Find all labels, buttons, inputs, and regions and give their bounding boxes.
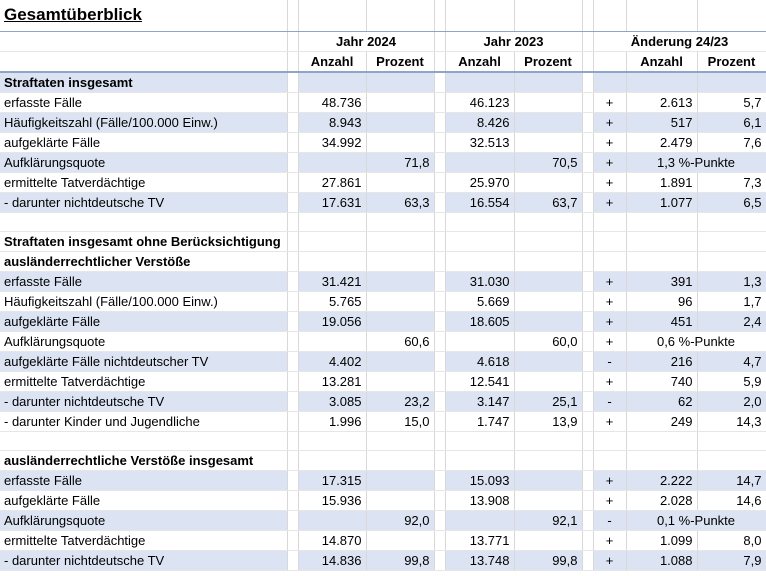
change-anzahl: 2.028 xyxy=(626,490,697,510)
change-sign: + xyxy=(593,371,626,391)
change-anzahl: 2.613 xyxy=(626,92,697,112)
prozent-2023: 70,5 xyxy=(514,152,582,172)
section-title: Straftaten insgesamt xyxy=(0,72,287,93)
change-sign: - xyxy=(593,351,626,371)
section-title-row xyxy=(0,450,766,470)
page-title: Gesamtüberblick xyxy=(4,5,142,25)
prozent-2023 xyxy=(514,271,582,291)
change-anzahl: 1.891 xyxy=(626,172,697,192)
anzahl-2024: 1.996 xyxy=(298,411,366,431)
change-anzahl: 62 xyxy=(626,391,697,411)
change-prozent: 2,0 xyxy=(697,391,766,411)
row-label: aufgeklärte Fälle xyxy=(0,490,287,510)
title-row xyxy=(0,0,766,31)
row-label: Häufigkeitszahl (Fälle/100.000 Einw.) xyxy=(0,291,287,311)
row-label: - darunter nichtdeutsche TV xyxy=(0,550,287,570)
anzahl-2024: 17.315 xyxy=(298,470,366,490)
table-row xyxy=(0,132,766,152)
header-prozent-2024: Prozent xyxy=(366,51,434,72)
prozent-2023 xyxy=(514,371,582,391)
change-sign: + xyxy=(593,152,626,172)
spacer-row xyxy=(0,212,766,231)
change-sign: - xyxy=(593,391,626,411)
anzahl-2023: 1.747 xyxy=(445,411,514,431)
anzahl-2023: 31.030 xyxy=(445,271,514,291)
table-row xyxy=(0,371,766,391)
row-label: Häufigkeitszahl (Fälle/100.000 Einw.) xyxy=(0,112,287,132)
anzahl-2023: 5.669 xyxy=(445,291,514,311)
prozent-2024 xyxy=(366,490,434,510)
row-label: aufgeklärte Fälle xyxy=(0,311,287,331)
anzahl-2023: 13.908 xyxy=(445,490,514,510)
table-row xyxy=(0,550,766,570)
row-label: Aufklärungsquote xyxy=(0,152,287,172)
table-row xyxy=(0,510,766,530)
anzahl-2023: 15.093 xyxy=(445,470,514,490)
row-label: erfasste Fälle xyxy=(0,470,287,490)
prozent-2023: 63,7 xyxy=(514,192,582,212)
table-row xyxy=(0,291,766,311)
header-anzahl-2023: Anzahl xyxy=(445,51,514,72)
header-anzahl-change: Anzahl xyxy=(626,51,697,72)
change-prozent: 14,7 xyxy=(697,470,766,490)
prozent-2024: 63,3 xyxy=(366,192,434,212)
header-row-years xyxy=(0,31,766,51)
prozent-2023: 60,0 xyxy=(514,331,582,351)
change-anzahl: 2.222 xyxy=(626,470,697,490)
prozent-2024 xyxy=(366,172,434,192)
anzahl-2023: 4.618 xyxy=(445,351,514,371)
change-prozent: 5,9 xyxy=(697,371,766,391)
prozent-2023 xyxy=(514,490,582,510)
change-sign: + xyxy=(593,470,626,490)
change-sign: + xyxy=(593,550,626,570)
prozent-2024: 60,6 xyxy=(366,331,434,351)
table-row xyxy=(0,391,766,411)
prozent-2023: 13,9 xyxy=(514,411,582,431)
prozent-2024 xyxy=(366,311,434,331)
change-anzahl: 1.077 xyxy=(626,192,697,212)
anzahl-2024: 31.421 xyxy=(298,271,366,291)
prozent-2023 xyxy=(514,530,582,550)
change-sign: + xyxy=(593,172,626,192)
header-change: Änderung 24/23 xyxy=(593,31,766,51)
change-sign: + xyxy=(593,132,626,152)
change-sign: + xyxy=(593,530,626,550)
table-row xyxy=(0,152,766,172)
change-prozent: 2,4 xyxy=(697,311,766,331)
section-title-row xyxy=(0,231,766,251)
table-row xyxy=(0,271,766,291)
section-title: Straftaten insgesamt ohne Berücksichtigung xyxy=(0,231,287,251)
anzahl-2023: 13.748 xyxy=(445,550,514,570)
anzahl-2023 xyxy=(445,510,514,530)
change-sign: + xyxy=(593,291,626,311)
change-anzahl: 517 xyxy=(626,112,697,132)
row-label: ermittelte Tatverdächtige xyxy=(0,172,287,192)
prozent-2023: 99,8 xyxy=(514,550,582,570)
change-sign: + xyxy=(593,490,626,510)
header-year-2024: Jahr 2024 xyxy=(298,31,434,51)
anzahl-2023: 32.513 xyxy=(445,132,514,152)
section-title-row xyxy=(0,251,766,271)
row-label: - darunter nichtdeutsche TV xyxy=(0,192,287,212)
anzahl-2024 xyxy=(298,152,366,172)
anzahl-2024: 17.631 xyxy=(298,192,366,212)
prozent-2024 xyxy=(366,470,434,490)
section-title-row xyxy=(0,72,766,93)
row-label: - darunter nichtdeutsche TV xyxy=(0,391,287,411)
change-prozent: 7,3 xyxy=(697,172,766,192)
anzahl-2024: 15.936 xyxy=(298,490,366,510)
change-prozent: 6,1 xyxy=(697,112,766,132)
anzahl-2024: 4.402 xyxy=(298,351,366,371)
anzahl-2023: 18.605 xyxy=(445,311,514,331)
row-label: aufgeklärte Fälle nichtdeutscher TV xyxy=(0,351,287,371)
prozent-2023 xyxy=(514,132,582,152)
anzahl-2023: 8.426 xyxy=(445,112,514,132)
prozent-2024 xyxy=(366,271,434,291)
change-sign: + xyxy=(593,331,626,351)
change-sign: - xyxy=(593,510,626,530)
row-label: - darunter Kinder und Jugendliche xyxy=(0,411,287,431)
prozent-2024: 92,0 xyxy=(366,510,434,530)
change-sign: + xyxy=(593,411,626,431)
change-anzahl: 451 xyxy=(626,311,697,331)
header-anzahl-2024: Anzahl xyxy=(298,51,366,72)
table-row xyxy=(0,92,766,112)
prozent-2023: 92,1 xyxy=(514,510,582,530)
change-prozent: 1,7 xyxy=(697,291,766,311)
row-label: erfasste Fälle xyxy=(0,271,287,291)
prozent-2023 xyxy=(514,470,582,490)
change-prozent: 4,7 xyxy=(697,351,766,371)
change-sign: + xyxy=(593,92,626,112)
header-year-2023: Jahr 2023 xyxy=(445,31,582,51)
change-sign: + xyxy=(593,311,626,331)
change-prozent: 6,5 xyxy=(697,192,766,212)
section-title: ausländerrechtlicher Verstöße xyxy=(0,251,287,271)
table-row xyxy=(0,192,766,212)
prozent-2024: 71,8 xyxy=(366,152,434,172)
change-prozent: 1,3 xyxy=(697,271,766,291)
anzahl-2024: 5.765 xyxy=(298,291,366,311)
change-anzahl: 249 xyxy=(626,411,697,431)
prozent-2024 xyxy=(366,291,434,311)
anzahl-2024: 3.085 xyxy=(298,391,366,411)
anzahl-2023: 25.970 xyxy=(445,172,514,192)
table-row xyxy=(0,172,766,192)
table-row xyxy=(0,411,766,431)
anzahl-2023 xyxy=(445,152,514,172)
change-anzahl: 1.088 xyxy=(626,550,697,570)
table-row xyxy=(0,351,766,371)
change-anzahl: 740 xyxy=(626,371,697,391)
anzahl-2024 xyxy=(298,510,366,530)
prozent-2024 xyxy=(366,530,434,550)
change-sign: + xyxy=(593,112,626,132)
change-prozent: 7,9 xyxy=(697,550,766,570)
change-prozent: 14,6 xyxy=(697,490,766,510)
table-row xyxy=(0,331,766,351)
prozent-2024 xyxy=(366,112,434,132)
anzahl-2024: 14.870 xyxy=(298,530,366,550)
anzahl-2024: 34.992 xyxy=(298,132,366,152)
table-row xyxy=(0,112,766,132)
header-prozent-2023: Prozent xyxy=(514,51,582,72)
change-anzahl: 96 xyxy=(626,291,697,311)
change-anzahl: 2.479 xyxy=(626,132,697,152)
change-percentage-points: 0,1 %-Punkte xyxy=(626,510,766,530)
prozent-2024: 23,2 xyxy=(366,391,434,411)
row-label: aufgeklärte Fälle xyxy=(0,132,287,152)
change-percentage-points: 0,6 %-Punkte xyxy=(626,331,766,351)
header-prozent-change: Prozent xyxy=(697,51,766,72)
row-label: ermittelte Tatverdächtige xyxy=(0,371,287,391)
anzahl-2024: 8.943 xyxy=(298,112,366,132)
change-percentage-points: 1,3 %-Punkte xyxy=(626,152,766,172)
prozent-2023 xyxy=(514,112,582,132)
prozent-2023 xyxy=(514,92,582,112)
anzahl-2024 xyxy=(298,331,366,351)
row-label: ermittelte Tatverdächtige xyxy=(0,530,287,550)
prozent-2024 xyxy=(366,371,434,391)
anzahl-2024: 13.281 xyxy=(298,371,366,391)
anzahl-2024: 19.056 xyxy=(298,311,366,331)
change-anzahl: 1.099 xyxy=(626,530,697,550)
change-prozent: 5,7 xyxy=(697,92,766,112)
prozent-2023 xyxy=(514,351,582,371)
prozent-2024 xyxy=(366,92,434,112)
change-prozent: 7,6 xyxy=(697,132,766,152)
table-row xyxy=(0,530,766,550)
prozent-2024 xyxy=(366,351,434,371)
anzahl-2024: 14.836 xyxy=(298,550,366,570)
prozent-2024: 99,8 xyxy=(366,550,434,570)
prozent-2023: 25,1 xyxy=(514,391,582,411)
anzahl-2024: 48.736 xyxy=(298,92,366,112)
prozent-2024 xyxy=(366,132,434,152)
row-label: erfasste Fälle xyxy=(0,92,287,112)
anzahl-2023: 13.771 xyxy=(445,530,514,550)
table-row xyxy=(0,490,766,510)
change-sign: + xyxy=(593,271,626,291)
change-sign: + xyxy=(593,192,626,212)
header-row-columns xyxy=(0,51,766,72)
table-row xyxy=(0,311,766,331)
row-label: Aufklärungsquote xyxy=(0,510,287,530)
section-title: ausländerrechtliche Verstöße insgesamt xyxy=(0,450,287,470)
prozent-2023 xyxy=(514,291,582,311)
change-prozent: 14,3 xyxy=(697,411,766,431)
change-prozent: 8,0 xyxy=(697,530,766,550)
anzahl-2023: 3.147 xyxy=(445,391,514,411)
prozent-2024: 15,0 xyxy=(366,411,434,431)
table-row xyxy=(0,470,766,490)
prozent-2023 xyxy=(514,172,582,192)
anzahl-2024: 27.861 xyxy=(298,172,366,192)
change-anzahl: 216 xyxy=(626,351,697,371)
anzahl-2023: 16.554 xyxy=(445,192,514,212)
anzahl-2023: 46.123 xyxy=(445,92,514,112)
prozent-2023 xyxy=(514,311,582,331)
anzahl-2023: 12.541 xyxy=(445,371,514,391)
anzahl-2023 xyxy=(445,331,514,351)
change-anzahl: 391 xyxy=(626,271,697,291)
spacer-row xyxy=(0,431,766,450)
row-label: Aufklärungsquote xyxy=(0,331,287,351)
